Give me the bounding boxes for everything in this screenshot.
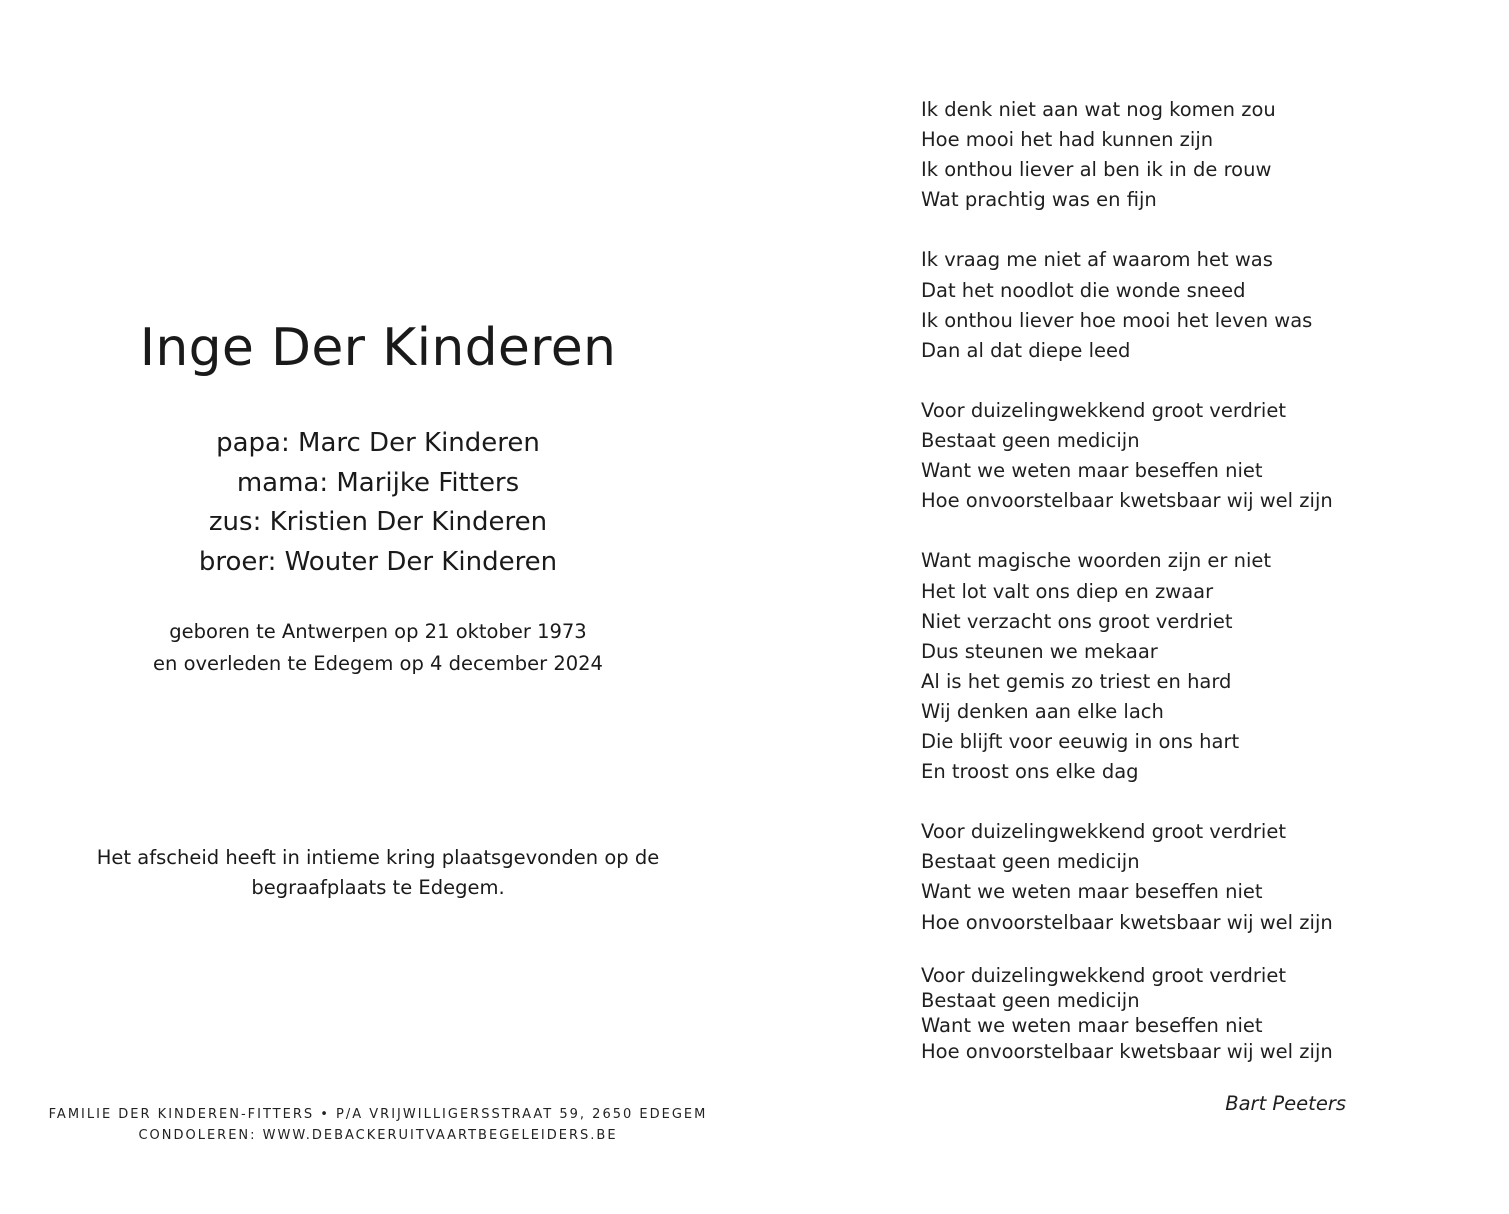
poem-stanza-6 — [921, 963, 1441, 1064]
poem-line: En troost ons elke dag — [921, 760, 1139, 784]
poem-line: Ik onthou liever al ben ik in de rouw — [921, 158, 1272, 182]
poem-stanza-2 — [921, 245, 1441, 365]
poem-line: Bestaat geen medicijn — [921, 429, 1140, 453]
poem-line: Bestaat geen medicijn — [921, 850, 1140, 874]
deceased-name: Inge Der Kinderen — [139, 318, 617, 378]
poem-line: Hoe onvoorstelbaar kwetsbaar wij wel zijn — [921, 489, 1333, 513]
poem-line: Want we weten maar beseffen niet — [921, 880, 1263, 904]
poem-line: Hoe mooi het had kunnen zijn — [921, 128, 1214, 152]
farewell-notice — [80, 843, 676, 903]
poem-line: Want we weten maar beseffen niet — [921, 1014, 1263, 1038]
poem-line: Want magische woorden zijn er niet — [921, 549, 1272, 573]
poem-line: Die blijft voor eeuwig in ons hart — [921, 729, 1240, 753]
poem-line: Bestaat geen medicijn — [921, 989, 1140, 1013]
contact-footer — [0, 1104, 756, 1146]
poem-line: Al is het gemis zo triest en hard — [921, 669, 1232, 693]
poem-line: Ik onthou liever hoe mooi het leven was — [921, 308, 1313, 332]
family-address: FAMILIE DER KINDEREN-FITTERS • P/A VRIJWILLIGERSSTRAAT 59, 2650 EDEGEM — [48, 1107, 708, 1122]
family-member-zus: zus: Kristien Der Kinderen — [208, 507, 548, 537]
poem-line: Dan al dat diepe leed — [921, 338, 1131, 362]
family-member-broer: broer: Wouter Der Kinderen — [198, 546, 558, 577]
family-list — [0, 424, 756, 582]
poem-stanza-5 — [921, 817, 1441, 937]
birth-line: geboren te Antwerpen op 21 oktober 1973 — [169, 620, 587, 643]
poem-line: Hoe onvoorstelbaar kwetsbaar wij wel zijn — [921, 1039, 1333, 1063]
poem-line: Ik denk niet aan wat nog komen zou — [921, 98, 1276, 121]
poem-stanza-1 — [921, 95, 1441, 215]
poem-line: Voor duizelingwekkend groot verdriet — [921, 963, 1286, 987]
poem-line: Niet verzacht ons groot verdriet — [921, 609, 1233, 633]
condolence-website: CONDOLEREN: WWW.DEBACKERUITVAARTBEGELEIDERS.BE — [138, 1128, 618, 1143]
poem-line: Want we weten maar beseffen niet — [921, 459, 1263, 483]
poem-author: Bart Peeters — [1225, 1092, 1346, 1115]
poem-line: Ik vraag me niet af waarom het was — [921, 248, 1273, 272]
poem-panel — [921, 0, 1441, 1214]
poem-line: Dus steunen we mekaar — [921, 639, 1158, 663]
poem-line: Wat prachtig was en fijn — [921, 188, 1157, 212]
death-line: en overleden te Edegem op 4 december 2024 — [153, 652, 603, 675]
poem — [921, 95, 1441, 1094]
poem-line: Het lot valt ons diep en zwaar — [921, 579, 1214, 603]
life-dates — [0, 616, 756, 680]
poem-line: Dat het noodlot die wonde sneed — [921, 278, 1246, 302]
family-member-papa: papa: Marc Der Kinderen — [216, 428, 540, 458]
poem-line: Voor duizelingwekkend groot verdriet — [921, 820, 1286, 844]
family-member-mama: mama: Marijke Fitters — [236, 467, 520, 498]
poem-line: Hoe onvoorstelbaar kwetsbaar wij wel zijn — [921, 910, 1333, 934]
poem-line: Wij denken aan elke lach — [921, 699, 1164, 723]
farewell-line-2: begraafplaats te Edegem. — [251, 876, 505, 899]
poem-stanza-3 — [921, 396, 1441, 516]
poem-stanza-4 — [921, 546, 1441, 787]
farewell-line-1: Het afscheid heeft in intieme kring plaatsgevonden op de — [96, 846, 660, 869]
poem-line: Voor duizelingwekkend groot verdriet — [921, 398, 1286, 422]
